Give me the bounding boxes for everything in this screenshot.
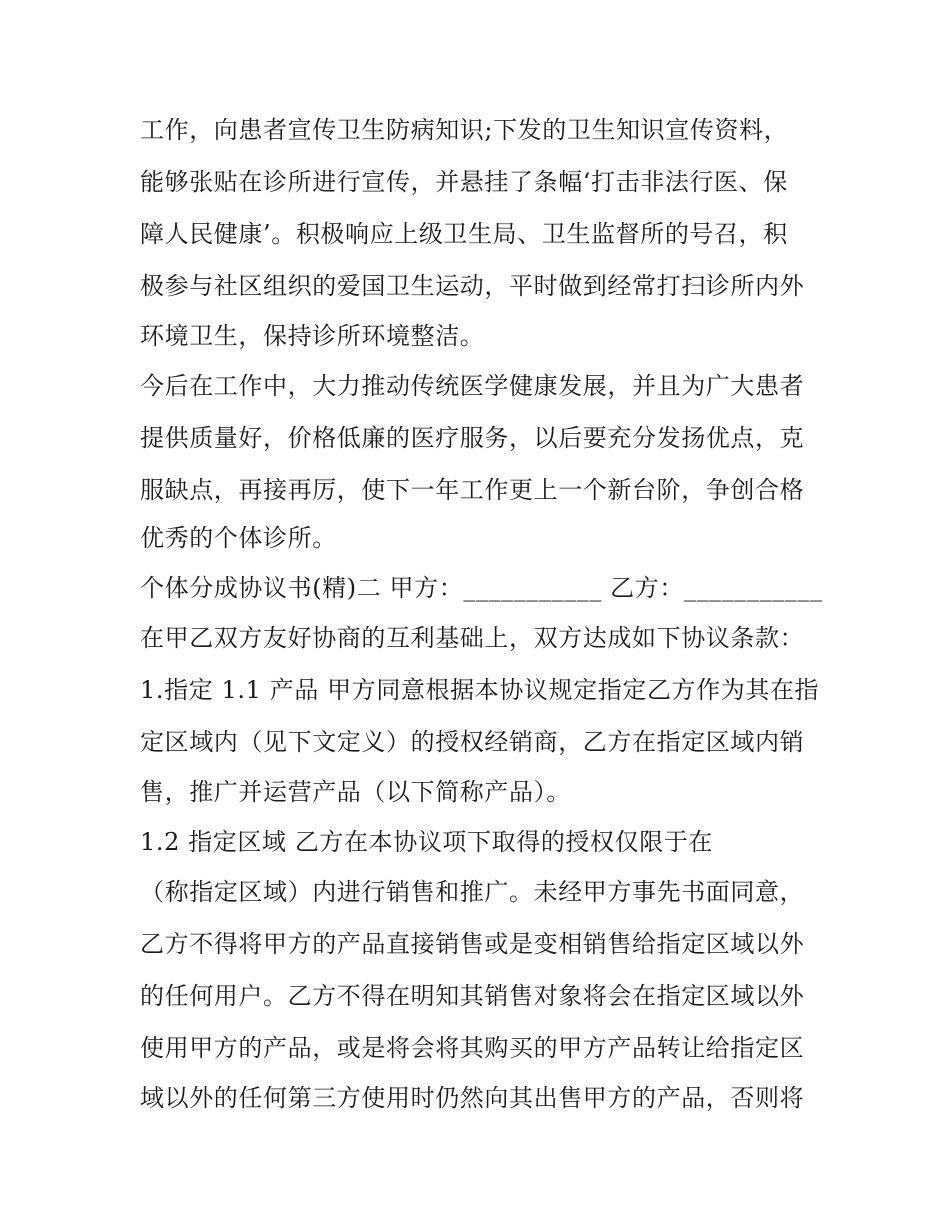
text-line: 乙方不得将甲方的产品直接销售或是变相销售给指定区域以外 (140, 930, 805, 958)
text-line: 1.2 指定区域 乙方在本协议项下取得的授权仅限于在 (140, 828, 714, 856)
text-line: 个体分成协议书(精)二 甲方：___________ 乙方：___________ (140, 574, 823, 602)
text-line: 域以外的任何第三方使用时仍然向其出售甲方的产品，否则将 (140, 1084, 805, 1112)
text-line: 1.指定 1.1 产品 甲方同意根据本协议规定指定乙方作为其在指 (140, 676, 820, 704)
text-line: （称指定区域）内进行销售和推广。未经甲方事先书面同意， (140, 878, 805, 906)
text-line: 定区域内（见下文定义）的授权经销商，乙方在指定区域内销 (140, 728, 805, 756)
text-line: 能够张贴在诊所进行宣传，并悬挂了条幅‘打击非法行医、保 (140, 168, 788, 196)
text-line: 的任何用户。乙方不得在明知其销售对象将会在指定区域以外 (140, 982, 805, 1010)
text-line: 工作，向患者宣传卫生防病知识;下发的卫生知识宣传资料， (140, 116, 789, 144)
text-line: 极参与社区组织的爱国卫生运动，平时做到经常打扫诊所内外 (140, 272, 805, 300)
text-line: 今后在工作中，大力推动传统医学健康发展，并且为广大患者 (140, 372, 805, 400)
text-line: 在甲乙双方友好协商的互利基础上，双方达成如下协议条款： (140, 624, 805, 652)
text-line: 优秀的个体诊所。 (140, 524, 337, 552)
text-line: 服缺点，再接再厉，使下一年工作更上一个新台阶，争创合格 (140, 476, 805, 504)
text-line: 环境卫生，保持诊所环境整洁。 (140, 322, 485, 350)
text-line: 提供质量好，价格低廉的医疗服务，以后要充分发扬优点，克 (140, 424, 805, 452)
text-line: 障人民健康’。积极响应上级卫生局、卫生监督所的号召，积 (140, 220, 788, 248)
text-line: 使用甲方的产品，或是将会将其购买的甲方产品转让给指定区 (140, 1034, 805, 1062)
text-line: 售，推广并运营产品（以下简称产品）。 (140, 778, 571, 806)
